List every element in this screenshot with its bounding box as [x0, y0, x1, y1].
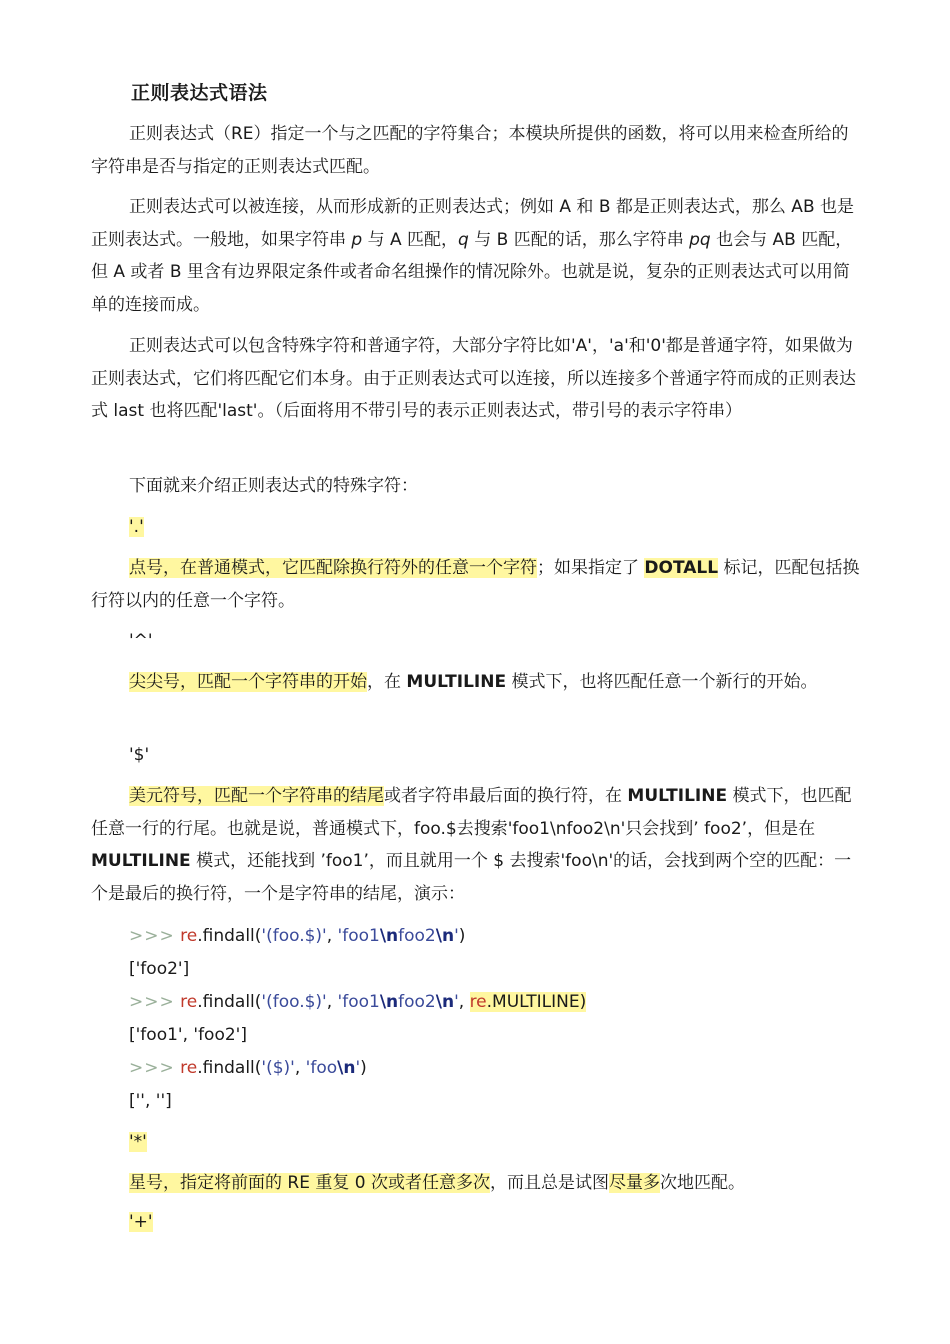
- symbol-dot: '.': [129, 517, 144, 537]
- code-line-2: >>> re.findall('(foo.$)', 'foo1\nfoo2\n', re.MULTILINE): [129, 992, 587, 1012]
- dot-description: 点号，在普通模式，它匹配除换行符外的任意一个字符；如果指定了 DOTALL 标记，匹配包括换行符以内的任意一个字符。: [91, 558, 860, 611]
- paragraph-concatenation: 正则表达式可以被连接，从而形成新的正则表达式；例如 A 和 B 都是正则表达式，那么 AB 也是正则表达式。一般地，如果字符串 p 与 A 匹配，q 与 B 匹配的话，那么字符串 pq 也会与 AB 匹配，但 A 或者 B 里含有边界限定条件或者命名组操作的情况除外。也就是说，复杂的正则表达式可以用简单的连接而成。: [91, 197, 855, 315]
- caret-description: 尖尖号，匹配一个字符串的开始，在 MULTILINE 模式下，也将匹配任意一个新行的开始。: [129, 672, 818, 692]
- paragraph-ordinary-chars: 正则表达式可以包含特殊字符和普通字符，大部分字符比如'A'，'a'和'0'都是普通字符，如果做为正则表达式，它们将匹配它们本身。由于正则表达式可以连接，所以连接多个普通字符而成的正则表达式 last 也将匹配'last'。（后面将用不带引号的表示正则表达式，带引号的表示字符串）: [91, 336, 856, 421]
- dollar-description: 美元符号，匹配一个字符串的结尾或者字符串最后面的换行符，在 MULTILINE 模式下，也匹配任意一行的行尾。也就是说，普通模式下，foo.$去搜索'foo1\nfoo2\n'只会找到’ foo2’，但是在 MULTILINE 模式，还能找到 ’foo1’，而且就用一个 $ 去搜索'foo\n'的话，会找到两个空的匹配：一个是最后的换行符，一个是字符串的结尾，演示：: [91, 786, 852, 904]
- code-line-1: >>> re.findall('(foo.$)', 'foo1\nfoo2\n'): [129, 926, 466, 946]
- paragraph-re-definition: 正则表达式（RE）指定一个与之匹配的字符集合；本模块所提供的函数，将可以用来检查所给的字符串是否与指定的正则表达式匹配。: [91, 124, 849, 177]
- symbol-caret: '^': [129, 631, 153, 651]
- star-description: 星号，指定将前面的 RE 重复 0 次或者任意多次，而且总是试图尽量多次地匹配。: [129, 1173, 745, 1193]
- symbol-plus: '+': [129, 1212, 153, 1232]
- section-title: 正则表达式语法: [131, 82, 268, 104]
- code-output-2: ['foo1', 'foo2']: [129, 1025, 247, 1045]
- code-output-3: ['', '']: [129, 1091, 172, 1111]
- code-line-3: >>> re.findall('($)', 'foo\n'): [129, 1058, 367, 1078]
- code-output-1: ['foo2']: [129, 959, 190, 979]
- symbol-dollar: '$': [129, 745, 150, 765]
- symbol-star: '*': [129, 1132, 147, 1152]
- intro-special-chars: 下面就来介绍正则表达式的特殊字符：: [129, 476, 418, 496]
